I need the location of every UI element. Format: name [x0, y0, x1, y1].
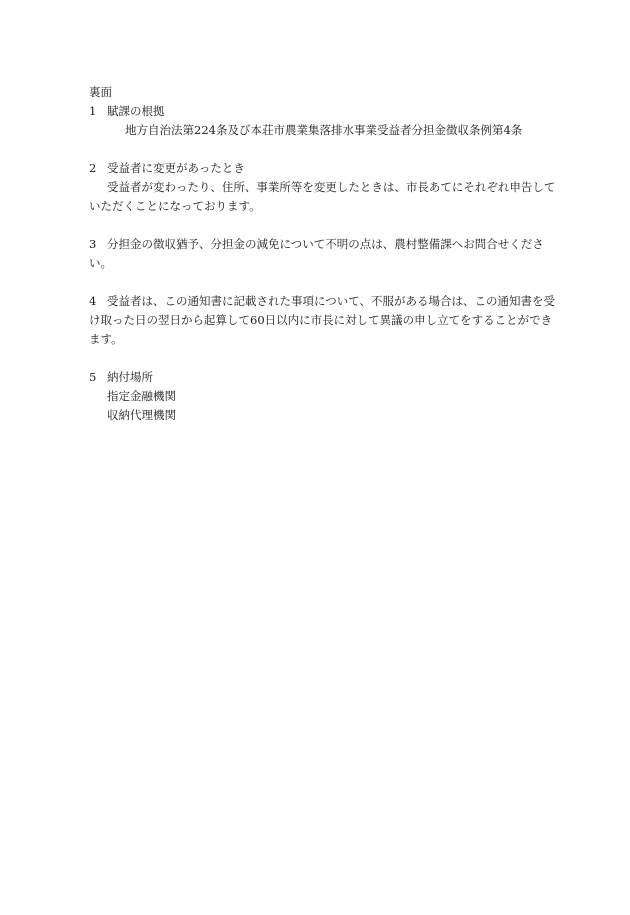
- section-3-body: [89, 235, 559, 273]
- payment-place-item: 指定金融機関: [107, 389, 176, 403]
- section-body: 受益者が変わったり、住所、事業所等を変更したときは、市長あてにそれぞれ申告していただくことになっております。: [89, 180, 556, 213]
- section-5: [89, 368, 559, 425]
- section-title: 賦課の根拠: [107, 104, 165, 118]
- section-2: [89, 159, 559, 216]
- section-number: 3: [89, 237, 97, 251]
- section-number: 1: [89, 104, 97, 118]
- section-1-title-line: [89, 102, 559, 121]
- section-3: [89, 235, 559, 273]
- section-1: [89, 102, 559, 140]
- section-4-body: [89, 292, 559, 349]
- section-1-body: [89, 121, 559, 140]
- section-number: 2: [89, 161, 97, 175]
- section-title: 受益者に変更があったとき: [107, 161, 245, 175]
- section-title: 納付場所: [107, 370, 153, 384]
- section-body: 分担金の徴収猶予、分担金の減免について不明の点は、農村整備課へお問合せください。: [89, 237, 544, 270]
- document-content: [89, 83, 559, 425]
- payment-place-item: 収納代理機関: [107, 408, 176, 422]
- section-body: 受益者は、この通知書に記載された事項について、不服がある場合は、この通知書を受け取った日の翌日から起算して60日以内に市長に対して異議の申し立てをすることができます。: [89, 294, 556, 346]
- section-number: 5: [89, 370, 97, 384]
- section-4: [89, 292, 559, 349]
- page-heading: 裏面: [89, 85, 112, 99]
- section-body: 地方自治法第224条及び本荘市農業集落排水事業受益者分担金徴収条例第4条: [125, 123, 523, 137]
- section-2-title-line: [89, 159, 559, 178]
- section-2-body: [89, 178, 559, 216]
- section-number: 4: [89, 294, 97, 308]
- section-5-title-line: [89, 368, 559, 387]
